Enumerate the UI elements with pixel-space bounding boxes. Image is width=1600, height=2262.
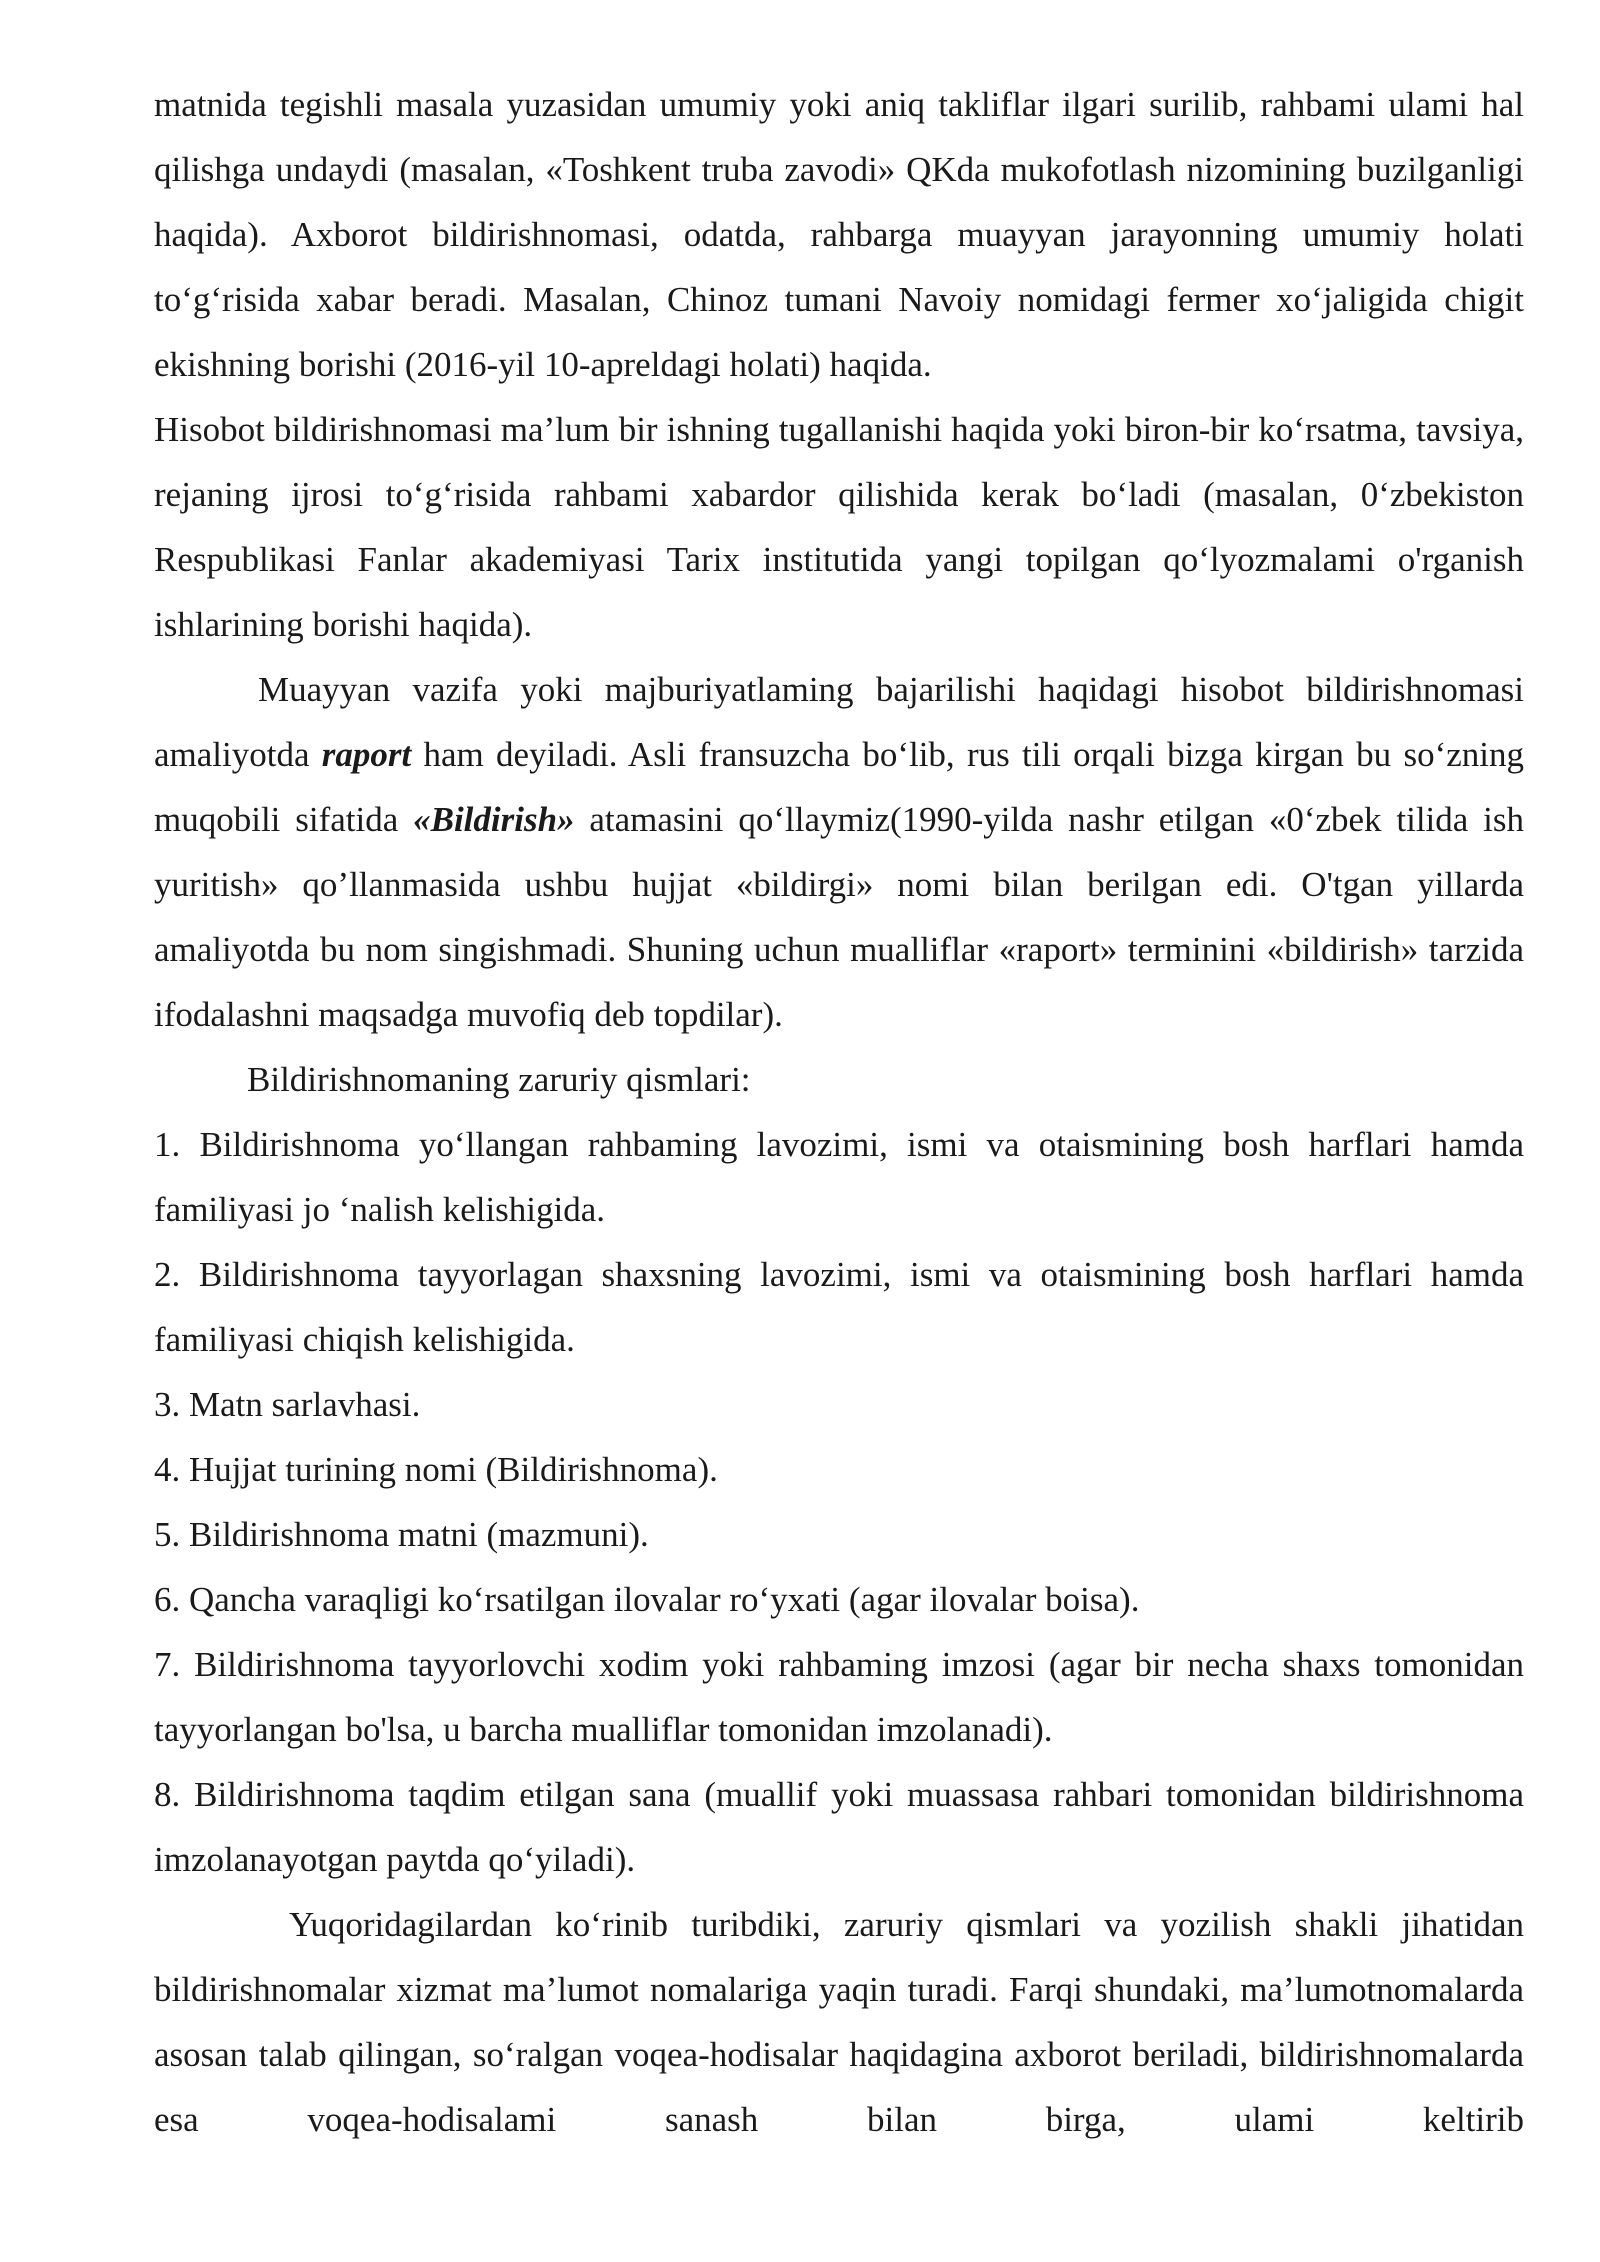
list-item-7: 7. Bildirishnoma tayyorlovchi xodim yoki rahbaming imzosi (agar bir necha shaxs tomonidan tayyorlangan bo'lsa, u barcha mualliflar tomonidan imzolanadi). bbox=[154, 1645, 1524, 1749]
list-heading: Bildirishnomaning zaruriy qismlari: bbox=[247, 1060, 751, 1099]
paragraph-1: matnida tegishli masala yuzasidan umumiy yoki aniq takliflar ilgari surilib, rahbami ulami hal qilishga undaydi (masalan, «Toshkent truba zavodi» QKda mukofotlash nizomining buzilganligi haqida). Axborot bildirishnomasi, odatda, rahbarga muayyan jarayonning umumiy holati to‘g‘risida xabar beradi. Masalan, Chinoz tumani Navoiy nomidagi fermer xo‘jaligida chigit ekishning borishi (2016-yil 10-apreldagi holati) haqida. bbox=[154, 85, 1524, 384]
paragraph-3-part-1: Muayyan vazifa yoki majburiyatlaming bajarilishi haqidagi hisobot bildirishnomasi amaliyotda bbox=[154, 670, 1524, 774]
term-bildirish: «Bildirish» bbox=[413, 800, 575, 839]
paragraph-5: Yuqoridagilardan ko‘rinib turibdiki, zaruriy qismlari va yozilish shakli jihatidan bildirishnomalar xizmat ma’lumot nomalariga yaqin turadi. Farqi shundaki, ma’lumotnomalarda asosan talab qilingan, so‘ralgan voqea-hodisalar haqidagina axborot beriladi, bildirishnomalarda esa voqea-hodisalami sanash bilan birga, ulami keltirib bbox=[154, 1905, 1524, 2139]
list-item-3: 3. Matn sarlavhasi. bbox=[154, 1385, 421, 1424]
list-item-1: 1. Bildirishnoma yo‘llangan rahbaming lavozimi, ismi va otaismining bosh harflari hamda familiyasi jo ‘nalish kelishigida. bbox=[154, 1125, 1524, 1229]
list-item-8: 8. Bildirishnoma taqdim etilgan sana (muallif yoki muassasa rahbari tomonidan bildirishnoma imzolanayotgan paytda qo‘yiladi). bbox=[154, 1775, 1524, 1879]
list-item-2: 2. Bildirishnoma tayyorlagan shaxsning lavozimi, ismi va otaismining bosh harflari hamda familiyasi chiqish kelishigida. bbox=[154, 1255, 1524, 1359]
paragraph-3-part-2: ham deyiladi. Asli fransuzcha bo‘lib, rus tili orqali bizga kirgan bu so‘zning muqobili sifatida bbox=[154, 735, 1524, 839]
document-body bbox=[154, 72, 1524, 2152]
list-item-5: 5. Bildirishnoma matni (mazmuni). bbox=[154, 1515, 649, 1554]
term-raport: raport bbox=[321, 735, 412, 774]
paragraph-3 bbox=[154, 657, 1524, 1047]
list-item-4: 4. Hujjat turining nomi (Bildirishnoma). bbox=[154, 1450, 718, 1489]
list-item-6: 6. Qancha varaqligi ko‘rsatilgan ilovalar ro‘yxati (agar ilovalar boisa). bbox=[154, 1580, 1140, 1619]
paragraph-3-part-3: atamasini qo‘llaymiz(1990-yilda nashr etilgan «0‘zbek tilida ish yuritish» qo’llanmasida ushbu hujjat «bildirgi» nomi bilan berilgan edi. O'tgan yillarda amaliyotda bu nom singishmadi. Shuning uchun mualliflar «raport» terminini «bildirish» tarzida ifodalashni maqsadga muvofiq deb topdilar). bbox=[154, 800, 1524, 1034]
paragraph-2: Hisobot bildirishnomasi ma’lum bir ishning tugallanishi haqida yoki biron-bir ko‘rsatma, tavsiya, rejaning ijrosi to‘g‘risida rahbami xabardor qilishida kerak bo‘ladi (masalan, 0‘zbekiston Respublikasi Fanlar akademiyasi Tarix institutida yangi topilgan qo‘lyozmalami o'rganish ishlarining borishi haqida). bbox=[154, 410, 1524, 644]
